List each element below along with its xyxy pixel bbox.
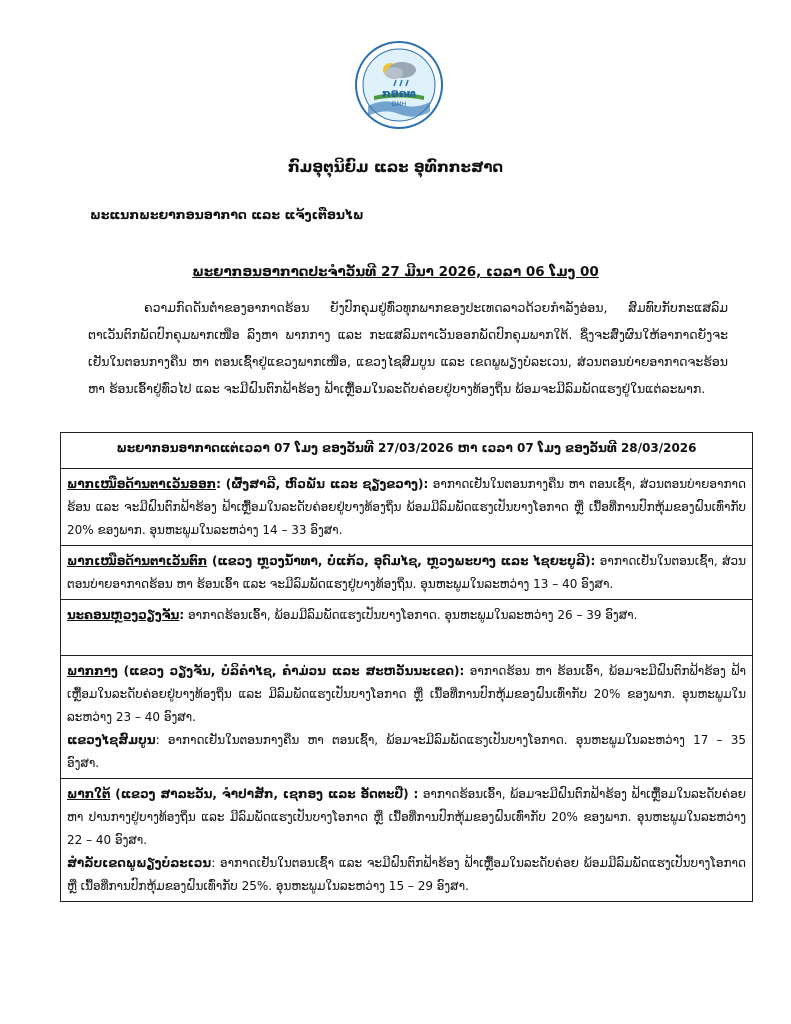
logo-subtext: DMH [391, 101, 407, 108]
table-row [61, 469, 753, 546]
region-text: ອາກາດຮ້ອນເອົ້າ, ພ້ອມຈະມີຝົນຕົກຟ້າຮ້ອງ ຟ້າເຫຼື້ອມໃນລະດັບຄ່ອຍ ຫາ ປານກາງຢູ່ບາງທ້ອງຖິ່ນ ແລະ ມີລົມພັດແຮງເປັນບາງໂອກາດ ຫຼື ເນື້ອທີ່ການປົກຫຸ້ມຂອງຝົນເທົ່າກັບ 20% ຂອງພາກ. ອຸນຫະພູມໃນລະຫວ່າງ 22 – 40 ອົງສາ. [67, 787, 746, 847]
region-name: ພາກເໜືອດ້ານຕາເວັນຕົກ [67, 554, 208, 568]
region-areas: (ແຂວງ ວຽງຈັນ, ບໍລິຄຳໄຊ, ຄຳມ່ວນ ແລະ ສະຫວັນນະເຂດ): [117, 664, 465, 678]
department-title: ພະແນກພະຍາກອນອາກາດ ແລະ ແຈ້ງເຕືອນໄພ [90, 207, 364, 222]
region-text: ອາກາດເຢັນໃນຕອນເຊົ້າ, ສ່ວນຕອນບ່າຍອາກາດຮ້ອນ ຫາ ຮ້ອນເອົ້າ ແລະ ຈະມີລົມພັດແຮງຢູ່ບາງທ້ອງຖິ່ນ. ອຸນຫະພູມໃນລະຫວ່າງ 13 – 40 ອົງສາ. [67, 554, 747, 591]
region-areas: (ແຂວງ ຫຼວງນ້ຳທາ, ບໍ່ແກ້ວ, ອຸດົມໄຊ, ຫຼວງພະບາງ ແລະ ໄຊຍະບູລີ): [207, 554, 596, 568]
region-text: ອາກາດຮ້ອນ ຫາ ຮ້ອນເອົ້າ, ພ້ອມຈະມີຝົນຕົກຟ້າຮ້ອງ ຟ້າເຫຼື້ອມໃນລະດັບຄ່ອຍຢູ່ບາງທ້ອງຖິ່ນ ແລະ ມີລົມພັດແຮງເປັນບາງໂອກາດ ຫຼື ເນື້ອທີ່ການປົກຫຸ້ມຂອງຝົນເທົ່າກັບ 20% ຂອງພາກ. ອຸນຫະພູມໃນລະຫວ່າງ 23 – 40 ອົງສາ. [67, 664, 746, 724]
region-areas: : [179, 608, 185, 622]
forecast-table [60, 432, 753, 902]
region-name: ພາກໃຕ້ [67, 787, 111, 801]
region-areas: (ແຂວງ ສາລະວັນ, ຈຳປາສັກ, ເຊກອງ ແລະ ອັດຕະປື) : [110, 787, 419, 801]
table-heading: ພະຍາກອນອາກາດແຕ່ເວລາ 07 ໂມງ ຂອງວັນທີ 27/03/2026 ຫາ ເວລາ 07 ໂມງ ຂອງວັນທີ 28/03/2026 [61, 433, 753, 469]
table-row [61, 600, 753, 656]
region-cell [61, 656, 753, 779]
region-cell [61, 779, 753, 902]
table-row [61, 546, 753, 600]
region-text: ອາກາດເຢັນໃນຕອນກາງຄືນ ຫາ ຕອນເຊົ້າ, ສ່ວນຕອນບ່າຍອາກາດຮ້ອນ ແລະ ຈະມີຝົນຕົກຟ້າຮ້ອງ ຟ້າເຫຼື້ອມໃນລະດັບຄ່ອຍຢູ່ບາງທ້ອງຖິ່ນ ພ້ອມມີລົມພັດແຮງເປັນບາງໂອກາດ ຫຼື ເນື້ອທີ່ການປົກຫຸ້ມຂອງຝົນເທົ່າກັບ 20% ຂອງພາກ. ອຸນຫະພູມໃນລະຫວ່າງ 14 – 33 ອົງສາ. [67, 477, 746, 537]
subregion-name: ແຂວງໄຊສົມບູນ [67, 733, 156, 747]
region-cell [61, 600, 753, 656]
region-name: ພາກກາງ [67, 664, 118, 678]
region-areas: : (ຜົ້ງສາລີ, ຫົວພັນ ແລະ ຊຽງຂວາງ): [216, 477, 429, 491]
subregion-name: ສຳລັບເຂດພູພຽງບໍລະເວນ [67, 856, 212, 870]
table-row [61, 779, 753, 902]
dmh-logo-icon [354, 40, 444, 130]
subregion-text: : ອາກາດເຢັນໃນຕອນກາງຄືນ ຫາ ຕອນເຊົ້າ, ພ້ອມຈະມີລົມພັດແຮງເປັນບາງໂອກາດ. ອຸນຫະພູມໃນລະຫວ່າງ 17 – 35 ອົງສາ. [67, 733, 746, 770]
report-title: ພະຍາກອນອາກາດປະຈຳວັນທີ 27 ມີນາ 2026, ເວລາ 06 ໂມງ 00 [192, 264, 599, 280]
logo-text: ກອຄທ [382, 87, 416, 100]
region-name: ພາກເໜືອດ້ານຕາເວັນອອກ [67, 477, 217, 491]
region-cell [61, 469, 753, 546]
subregion-text: : ອາກາດເຢັນໃນຕອນເຊົ້າ ແລະ ຈະມີຝົນຕົກຟ້າຮ້ອງ ຟ້າເຫຼື້ອມໃນລະດັບຄ່ອຍ ພ້ອມມີລົມພັດແຮງເປັນບາງໂອກາດ ຫຼື ເນື້ອທີ່ການປົກຫຸ້ມຂອງຝົນເທົ່າກັບ 25%. ອຸນຫະພູມໃນລະຫວ່າງ 15 – 29 ອົງສາ. [67, 856, 746, 893]
table-row [61, 656, 753, 779]
intro-paragraph: ຄວາມກົດດັນຕ່ຳຂອງອາກາດຮ້ອນ ຍັງປົກຄຸມຢູ່ທົ່ວທຸກພາກຂອງປະເທດລາວດ້ວຍກຳລັງອ່ອນ, ສົມທົບກັບກະແສລົມຕາເວັນຕົກພັດປົກຄຸມພາກເໜືອ ລົງຫາ ພາກກາງ ແລະ ກະແສລົມຕາເວັນອອກພັດປົກຄຸມພາກໃຕ້. ຊຶ່ງຈະສົ່ງຜົນໃຫ້ອາກາດຍັງຈະເຢັນໃນຕອນກາງຄືນ ຫາ ຕອນເຊົ້າຢູ່ແຂວງພາກເໜືອ, ແຂວງໄຊສົມບູນ ແລະ ເຂດພູພຽງບໍລະເວນ, ສ່ວນຕອນບ່າຍອາກາດຈະຮ້ອນ ຫາ ຮ້ອນເອົ້າຢູ່ທົ່ວໄປ ແລະ ຈະມີຝົນຕົກຟ້າຮ້ອງ ຟ້າເຫຼື້ອມໃນລະດັບຄ່ອຍຢູ່ບາງທ້ອງຖິ່ນ ພ້ອມຈະມີລົມພັດແຮງຢູ່ໃນແຕ່ລະພາກ. [88, 300, 728, 396]
organization-title: ກົມອຸຕຸນິຍົມ ແລະ ອຸທົກກະສາດ [287, 158, 504, 176]
region-name: ນະຄອນຫຼວງວຽງຈັນ [67, 608, 180, 622]
table-header-row [61, 433, 753, 469]
region-text: ອາກາດຮ້ອນເອົ້າ, ພ້ອມມີລົມພັດແຮງເປັນບາງໂອກາດ. ອຸນຫະພູມໃນລະຫວ່າງ 26 – 39 ອົງສາ. [184, 608, 638, 622]
region-cell [61, 546, 753, 600]
